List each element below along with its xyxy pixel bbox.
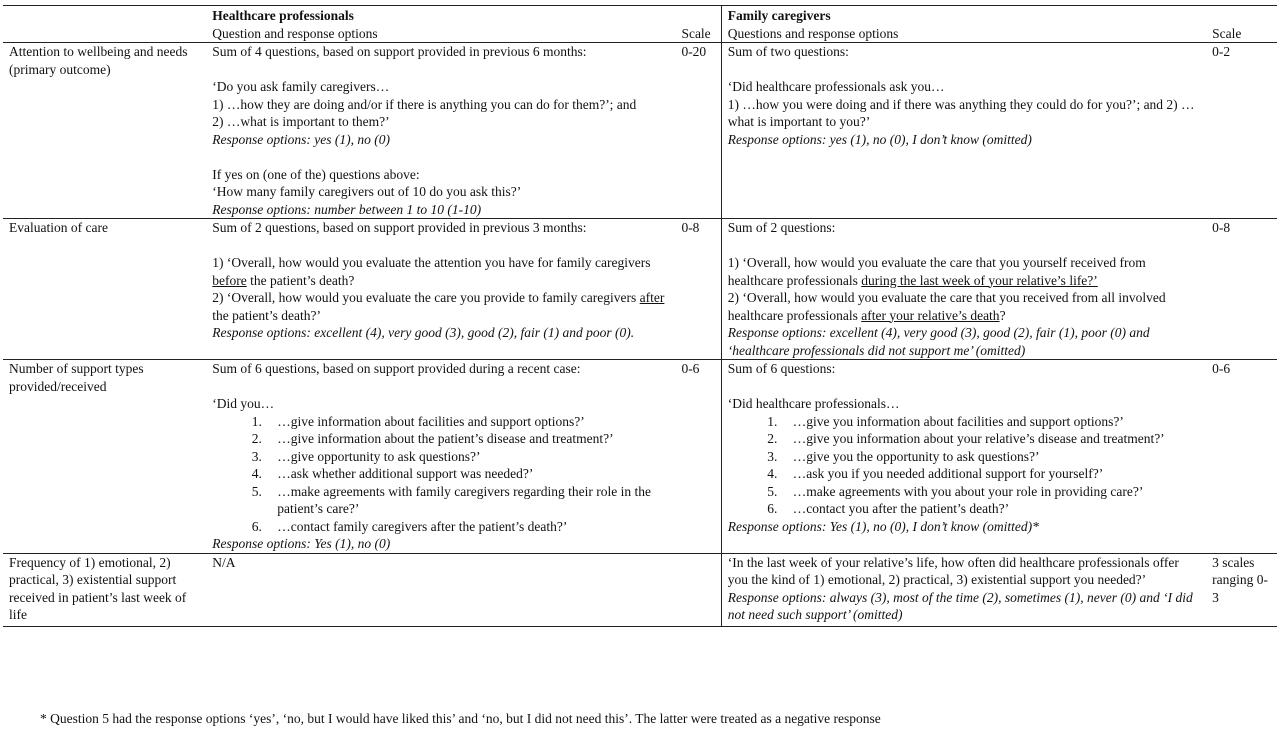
hp-cell <box>206 219 675 360</box>
fc-question: ‘Did healthcare professionals ask you… <box>727 79 945 94</box>
hp-followup: If yes on (one of the) questions above: <box>212 166 420 182</box>
list-item: 2. …give information about the patient’s disease and treatment?’ <box>265 430 669 448</box>
fc-item: 1) …how you were doing and if there was anything they could do for you?’; and 2) …what is important to you?’ <box>727 96 1195 129</box>
hp-item-underlined: after <box>639 290 665 305</box>
list-item: 3. …give you the opportunity to ask questions?’ <box>781 448 1200 466</box>
list-item: 6. …contact family caregivers after the patient’s death?’ <box>265 518 669 536</box>
row-label: Frequency of 1) emotional, 2) practical, 3) existential support received in patient’s last week of life <box>3 553 206 626</box>
fc-intro: Sum of 2 questions: <box>727 220 836 235</box>
hp-not-applicable: N/A <box>212 554 236 570</box>
fc-item <box>728 254 1200 289</box>
header-row <box>3 6 1277 25</box>
list-item: 4. …ask you if you needed additional support for yourself?’ <box>781 465 1200 483</box>
fc-cell <box>721 553 1206 626</box>
fc-scale: 3 scales ranging 0-3 <box>1206 553 1277 626</box>
hp-question: ‘Did you… <box>212 396 275 411</box>
hp-item: 1) …how they are doing and/or if there is anything you can do for them?’; and <box>212 96 637 112</box>
fc-item <box>728 289 1200 324</box>
hp-item <box>212 289 669 324</box>
hp-item <box>212 254 669 289</box>
table-row <box>3 553 1277 626</box>
fc-scale: 0-6 <box>1206 360 1277 554</box>
hp-item-underlined: before <box>212 272 247 288</box>
fc-item-text: 2) ‘Overall, how would you evaluate the care that you received from all involved healthcare professionals <box>727 290 1166 323</box>
table-row <box>3 360 1277 554</box>
subheader-row <box>3 25 1277 43</box>
hp-cell <box>206 553 675 626</box>
table-row <box>3 43 1277 219</box>
fc-question: ‘In the last week of your relative’s life, how often did healthcare professionals offer you the kind of 1) emotional, 2) practical, 3) existential support you needed?’ <box>727 554 1179 587</box>
list-item: 6. …contact you after the patient’s death?’ <box>781 500 1200 518</box>
row-label: Attention to wellbeing and needs (primary outcome) <box>3 43 206 219</box>
hp-item-text: 1) ‘Overall, how would you evaluate the attention you have for family caregivers <box>212 255 651 270</box>
hp-item: 2) …what is important to them?’ <box>212 114 390 129</box>
fc-response-options: Response options: Yes (1), no (0), I don’t know (omitted)* <box>727 518 1039 534</box>
subheader-fc-questions: Questions and response options <box>721 25 1206 43</box>
fc-cell <box>721 360 1206 554</box>
subheader-hp-scale: Scale <box>675 25 721 43</box>
hp-item-text: 2) ‘Overall, how would you evaluate the care you provide to family caregivers <box>212 290 640 305</box>
measures-table <box>3 5 1277 627</box>
fc-response-options: Response options: excellent (4), very good (3), good (2), fair (1), poor (0) and ‘healthcare professionals did not support me’ (omitted) <box>727 325 1150 358</box>
fc-item-underlined: during the last week of your relative’s life?’ <box>861 272 1098 288</box>
hp-support-list <box>212 413 669 536</box>
fc-question: ‘Did healthcare professionals… <box>727 396 900 411</box>
fc-item-text: ? <box>999 307 1006 323</box>
hp-response-options: Response options: number between 1 to 10 (1-10) <box>212 201 482 217</box>
list-item: 5. …make agreements with you about your role in providing care?’ <box>781 483 1200 501</box>
hp-followup-question: ‘How many family caregivers out of 10 do you ask this?’ <box>212 184 522 199</box>
list-item: 4. …ask whether additional support was needed?’ <box>265 465 669 483</box>
header-family-caregivers: Family caregivers <box>721 6 1277 25</box>
hp-intro: Sum of 2 questions, based on support provided in previous 3 months: <box>212 220 587 235</box>
row-label: Number of support types provided/received <box>3 360 206 554</box>
fc-cell <box>721 43 1206 219</box>
hp-intro: Sum of 6 questions, based on support provided during a recent case: <box>212 361 581 376</box>
fc-intro: Sum of two questions: <box>727 44 849 59</box>
list-item: 2. …give you information about your relative’s disease and treatment?’ <box>781 430 1200 448</box>
hp-item-text: the patient’s death?’ <box>212 307 322 323</box>
fc-item-underlined: after your relative’s death <box>861 307 1000 323</box>
hp-scale: 0-20 <box>675 43 721 219</box>
subheader-hp-questions: Question and response options <box>206 25 675 43</box>
fc-scale: 0-2 <box>1206 43 1277 219</box>
list-item: 1. …give information about facilities and support options?’ <box>265 413 669 431</box>
subheader-fc-scale: Scale <box>1206 25 1277 43</box>
fc-intro: Sum of 6 questions: <box>727 361 836 376</box>
hp-question: ‘Do you ask family caregivers… <box>212 79 390 94</box>
fc-scale: 0-8 <box>1206 219 1277 360</box>
header-healthcare-professionals: Healthcare professionals <box>206 6 721 25</box>
hp-scale: 0-6 <box>675 360 721 554</box>
fc-cell <box>721 219 1206 360</box>
table-row <box>3 219 1277 360</box>
hp-intro: Sum of 4 questions, based on support provided in previous 6 months: <box>212 44 587 59</box>
fc-item-text: 1) ‘Overall, how would you evaluate the care that you yourself received from healthcare professionals <box>727 255 1146 288</box>
fc-response-options: Response options: always (3), most of the time (2), sometimes (1), never (0) and ‘I did not need such support’ (omitted) <box>727 589 1193 622</box>
hp-cell <box>206 360 675 554</box>
fc-support-list <box>728 413 1200 518</box>
hp-response-options: Response options: yes (1), no (0) <box>212 131 391 147</box>
list-item: 5. …make agreements with family caregivers regarding their role in the patient’s care?’ <box>265 483 669 518</box>
list-item: 3. …give opportunity to ask questions?’ <box>265 448 669 466</box>
list-item: 1. …give you information about facilities and support options?’ <box>781 413 1200 431</box>
hp-response-options: Response options: Yes (1), no (0) <box>212 536 391 551</box>
fc-response-options: Response options: yes (1), no (0), I don’t know (omitted) <box>727 131 1032 147</box>
hp-scale <box>675 553 721 626</box>
row-label: Evaluation of care <box>3 219 206 360</box>
hp-scale: 0-8 <box>675 219 721 360</box>
footnote: * Question 5 had the response options ‘yes’, ‘no, but I would have liked this’ and ‘no, but I did not need this’. The latter were treated as a negative response <box>40 711 881 726</box>
hp-item-text: the patient’s death? <box>246 272 355 288</box>
hp-cell <box>206 43 675 219</box>
hp-response-options: Response options: excellent (4), very good (3), good (2), fair (1) and poor (0). <box>212 325 635 340</box>
